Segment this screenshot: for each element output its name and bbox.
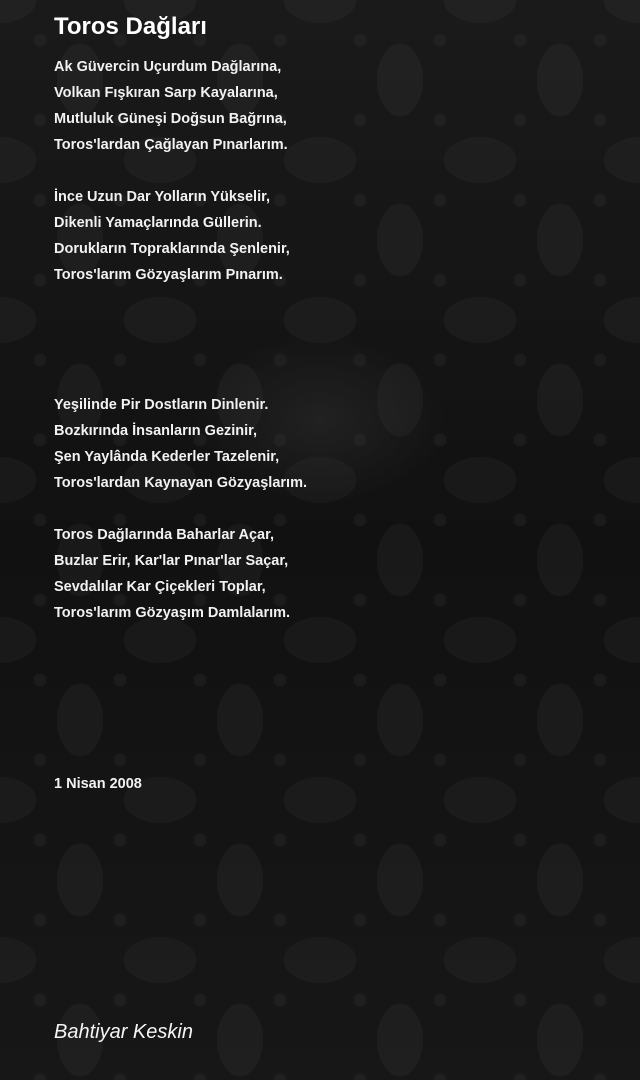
poem-line: Ak Güvercin Uçurdum Dağlarına, (54, 59, 282, 75)
stanza-spacer (54, 158, 614, 184)
poem-title: Toros Dağları (54, 13, 207, 40)
poem-line: Volkan Fışkıran Sarp Kayalarına, (54, 85, 278, 101)
poem-line: Sevdalılar Kar Çiçekleri Toplar, (54, 579, 266, 595)
section-spacer (54, 288, 614, 392)
poem-date: 1 Nisan 2008 (54, 776, 142, 792)
poem-author: Bahtiyar Keskin (54, 1021, 193, 1043)
poem-line: Yeşilinde Pir Dostların Dinlenir. (54, 397, 269, 413)
stanza-2 (54, 184, 614, 288)
stanza-3 (54, 392, 614, 496)
stanza-1 (54, 54, 614, 158)
poem-line: Toros'larım Gözyaşım Damlalarım. (54, 605, 291, 621)
poem-line: Dorukların Topraklarında Şenlenir, (54, 241, 290, 257)
poem-line: Toros'lardan Kaynayan Gözyaşlarım. (54, 475, 307, 491)
poem-line: Mutluluk Güneşi Doğsun Bağrına, (54, 111, 287, 127)
stanza-spacer (54, 496, 614, 522)
poem-line: Buzlar Erir, Kar'lar Pınar'lar Saçar, (54, 553, 289, 569)
poem-line: Bozkırında İnsanların Gezinir, (54, 423, 258, 439)
poem-line: Şen Yaylânda Kederler Tazelenir, (54, 449, 280, 465)
poem-line: İnce Uzun Dar Yolların Yükselir, (54, 189, 270, 205)
poem-body (54, 54, 614, 626)
poem-line: Toros Dağlarında Baharlar Açar, (54, 527, 274, 543)
poem-line: Toros'larım Gözyaşlarım Pınarım. (54, 267, 283, 283)
stanza-4 (54, 522, 614, 626)
poem-line: Toros'lardan Çağlayan Pınarlarım. (54, 137, 288, 153)
poem-line: Dikenli Yamaçlarında Güllerin. (54, 215, 262, 231)
